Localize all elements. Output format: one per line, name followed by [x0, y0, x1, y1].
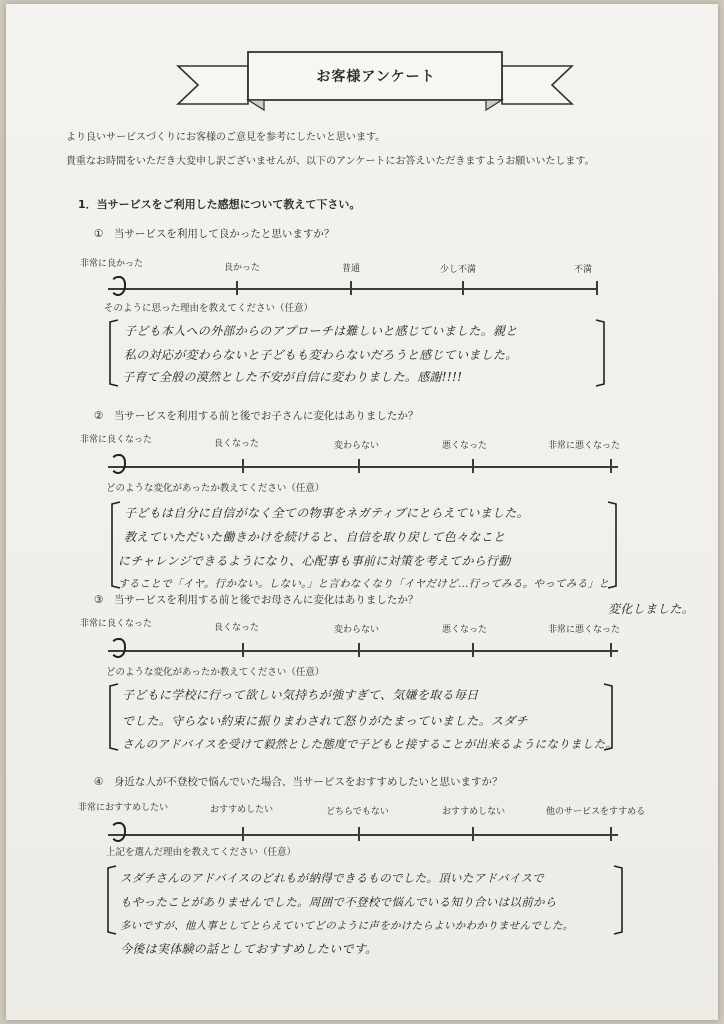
intro-line-1: より良いサービスづくりにお客様のご意見を参考にしたいと思います。 [66, 132, 386, 143]
q4-answer-line: もやったことがありませんでした。周囲で不登校で悩んでいる知り合いは以前から [120, 895, 557, 909]
q1-tick [350, 281, 352, 295]
q4-option-4: おすすめしない [442, 807, 506, 817]
right-bracket-icon [612, 864, 626, 936]
question-4-label: ④ 身近な人が不登校で悩んでいた場合、当サービスをおすすめしたいと思いますか？ [94, 776, 503, 788]
q3-answer-line: さんのアドバイスを受けて毅然とした態度で子どもと接することが出来るようになりました。 [122, 737, 618, 751]
page-title: お客様アンケート [316, 69, 436, 85]
section-heading: 1．当サービスをご利用した感想について教えて下さい。 [78, 198, 361, 211]
q1-option-4: 少し不満 [440, 265, 477, 275]
q3-option-4: 悪くなった [442, 625, 488, 635]
q1-option-3: 普通 [342, 264, 361, 274]
q2-option-2: 良くなった [214, 439, 260, 449]
left-bracket-icon [106, 318, 120, 388]
q1-scale-line [108, 288, 598, 290]
q1-tick [462, 281, 464, 295]
q2-tick [242, 459, 244, 473]
q3-reason-label: どのような変化があったか教えてください（任意） [106, 667, 325, 678]
q1-option-5: 不満 [574, 265, 593, 275]
q3-tick [610, 643, 612, 657]
q2-option-5: 非常に悪くなった [548, 441, 621, 451]
q2-tick [610, 459, 612, 473]
q3-selected-mark[interactable] [110, 638, 126, 658]
q3-tick [242, 643, 244, 657]
q4-option-1: 非常におすすめしたい [78, 803, 169, 813]
question-3-label: ③ 当サービスを利用する前と後でお母さんに変化はありましたか？ [94, 594, 419, 606]
q4-option-3: どちらでもない [326, 807, 389, 817]
q3-answer-line: でした。守らない約束に振りまわされて怒りがたまっていました。スダチ [122, 714, 528, 728]
q2-option-4: 悪くなった [442, 441, 488, 451]
q4-option-5: 他のサービスをすすめる [546, 807, 646, 817]
q2-option-1: 非常に良くなった [80, 435, 153, 445]
q2-option-3: 変わらない [334, 441, 380, 451]
q3-answer-line: 子どもに学校に行って欲しい気持ちが強すぎて、気嫌を取る毎日 [122, 688, 479, 702]
q2-answer-line: することで「イヤ。行かない。しない。」と言わなくなり「イヤだけど…行ってみる。やってみる」と [118, 578, 610, 590]
q3-scale-line [108, 650, 618, 652]
q4-reason-label: 上記を選んだ理由を教えてください（任意） [106, 847, 297, 858]
q3-option-1: 非常に良くなった [80, 619, 153, 629]
q4-tick [610, 827, 612, 841]
q2-reason-label: どのような変化があったか教えてください（任意） [106, 483, 325, 494]
q1-answer-line: 子ども本人への外部からのアプローチは難しいと感じていました。親と [124, 324, 518, 338]
q4-answer-line: スダチさんのアドバイスのどれもが納得できるものでした。頂いたアドバイスで [120, 871, 545, 885]
left-bracket-icon [104, 864, 118, 936]
q2-tick [472, 459, 474, 473]
q2-answer-line: 教えていただいた働きかけを続けると、自信を取り戻して色々なこと [124, 530, 506, 544]
intro-line-2: 貴重なお時間をいただき大変申し訳ございませんが、以下のアンケートにお答えいただきますようお願いいたします。 [66, 156, 595, 167]
q4-answer-line: 多いですが、他人事としてとらえていてどのように声をかけたらよいかわかりませんでした。 [120, 920, 574, 932]
q2-answer-line: 子どもは自分に自信がなく全ての物事をネガティブにとらえていました。 [124, 506, 529, 520]
q4-answer-line: 今後は実体験の話としておすすめしたいです。 [120, 942, 378, 956]
q1-reason-label: そのように思った理由を教えてください（任意） [104, 303, 314, 314]
q2-scale-line [108, 466, 618, 468]
q3-tick [358, 643, 360, 657]
question-2-label: ② 当サービスを利用する前と後でお子さんに変化はありましたか？ [94, 410, 419, 422]
q4-scale-line [108, 834, 618, 836]
q1-option-2: 良かった [224, 263, 261, 273]
question-1-label: ① 当サービスを利用して良かったと思いますか？ [94, 228, 335, 240]
q1-tick [236, 281, 238, 295]
q3-option-5: 非常に悪くなった [548, 625, 621, 635]
q4-tick [242, 827, 244, 841]
q4-option-2: おすすめしたい [210, 805, 274, 815]
survey-sheet [6, 4, 718, 1020]
q1-answer-line: 子育て全般の漠然とした不安が自信に変わりました。感謝!!!! [122, 370, 463, 384]
q2-selected-mark[interactable] [110, 454, 126, 474]
q2-tick [358, 459, 360, 473]
q1-answer-line: 私の対応が変わらないと子どもも変わらないだろうと感じていました。 [124, 348, 518, 362]
left-bracket-icon [106, 682, 120, 752]
q4-tick [472, 827, 474, 841]
q4-selected-mark[interactable] [110, 822, 126, 842]
q1-option-1: 非常に良かった [80, 259, 144, 269]
q3-option-3: 変わらない [334, 625, 380, 635]
q2-answer-line: 変化しました。 [608, 602, 695, 616]
q1-tick [596, 281, 598, 295]
q4-tick [358, 827, 360, 841]
q3-option-2: 良くなった [214, 623, 260, 633]
right-bracket-icon [594, 318, 608, 388]
q2-answer-line: にチャレンジできるようになり、心配事も事前に対策を考えてから行動 [118, 554, 511, 568]
q3-tick [472, 643, 474, 657]
q1-selected-mark[interactable] [110, 276, 126, 296]
